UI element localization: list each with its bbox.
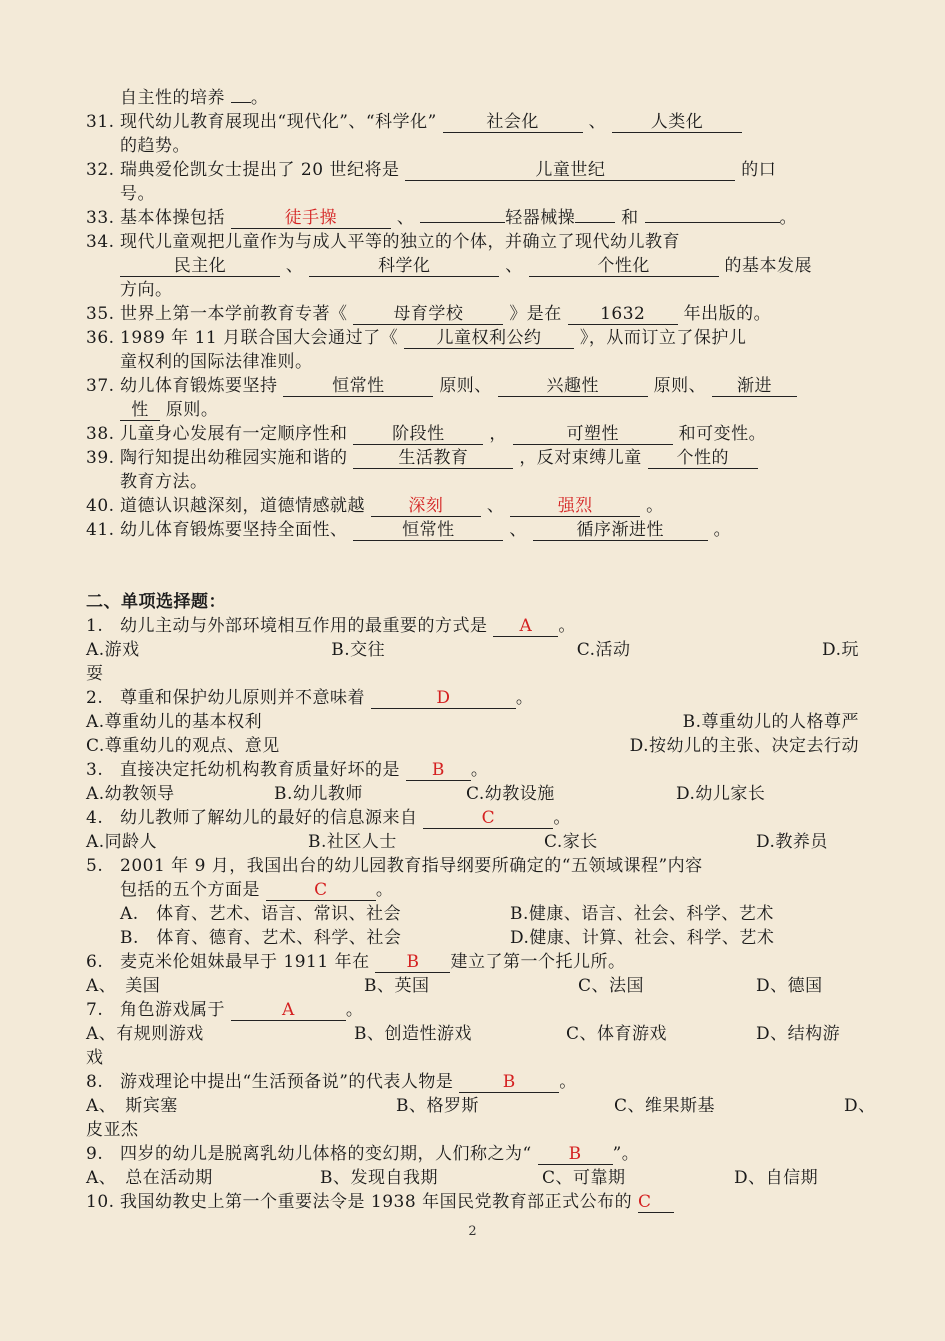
choice-question-4: 4. 幼儿教师了解幼儿的最好的信息源来自 C 。: [86, 808, 571, 828]
options-row: A.游戏 B.交往 C.活动 D.玩: [86, 640, 859, 660]
choice-question-9: 9. 四岁的幼儿是脱离乳幼儿体格的变幻期，人们称之为“ B ”。: [86, 1144, 640, 1164]
choice-question-10: 10. 我国幼教史上第一个重要法令是 1938 年国民党教育部正式公布的 C: [86, 1190, 859, 1214]
document-page: 自主性的培养 。 31. 现代幼儿教育展现出“现代化”、“科学化” 社会化 、 人类化 的趋势。 32. 瑞典爱伦凯女士提出了 20 世纪将是 儿童世纪 的口 号。 33. 基本体操包括 徒手操 、 轻器械操 和 。 34. 现代儿童观把儿童作为与成人平等的独立的个体，并确立了现代幼儿教育 民主化 、 科学化 、 个性化 的基本发展 方向。 35. 世界上第一本学前教育专著《 母育学校 》是在 1632 年出版的。 36. 1989 年 11 月联合国大会通过了《 儿童权利公约 》，从而订立了保护儿 童权利的国际法律准则。 37. 幼儿体育锻炼要坚持 恒常性 原则、 兴趣性 原则、 渐进 性 原则。 38. 儿童身心发展有一定顺序性和 阶段性 ， 可塑性 和可变性。 39. 陶行知提出幼稚园实施和谐的 生活教育 ，反对束缚儿童 个性的 教育方法。 40. 道德认识越深刻，道德情感就越 深刻 、 强烈 。 41. 幼儿体育锻炼要坚持全面性、 恒常性 、 循序渐进性 。 二、单项选择题： 1. 幼儿主动与外部环境相互作用的最重要的方式是 A 。 A.游戏 B.交往 C.活动 D.玩 耍 2. 尊重和保护幼儿原则并不意味着 D 。 A.尊重幼儿的基本权利 B.尊重幼儿的人格尊严 C.尊重幼儿的观点、意见 D.按幼儿的主张、决定去行动 3. 直接决定托幼机构教育质量好坏的是 B 。 A.幼教领导 B.幼儿教师 C.幼教设施 D.幼儿家长 4. 幼儿教师了解幼儿的最好的信息源来自 C 。 A.同龄人 B.社区人士 C.家长 D.教养员 5. 2001 年 9 月，我国出台的幼儿园教育指导纲要所确定的“五领域课程”内容 包括的五个方面是 C 。 A. 体育、艺术、语言、常识、社会 B.健康、语言、社会、科学、艺术 B. 体育、德育、艺术、科学、社会 D.健康、计算、社会、科学、艺术 6. 麦克米伦姐妹最早于 1911 年在 B 建立了第一个托儿所。 A、 美国 B、英国 C、法国 D、德国 7. 角色游戏属于 A 。 A、有规则游戏 B、创造性游戏 C、体育游戏 D、结构游 戏 8. 游戏理论中提出“生活预备说”的代表人物是 B 。 A、 斯宾塞 B、格罗斯 C、维果斯基 D、 皮亚杰 9. 四岁的幼儿是脱离乳幼儿体格的变幻期，人们称之为“ B ”。 A、 总在活动期 B、发现自我期 C、可靠期 D、自信期 10. 我国幼教史上第一个重要法令是 1938 年国民党教育部正式公布的 C 2: [0, 0, 945, 1341]
question-32: 32. 瑞典爱伦凯女士提出了 20 世纪将是 儿童世纪 的口: [86, 160, 777, 180]
question-38: 38. 儿童身心发展有一定顺序性和 阶段性 ， 可塑性 和可变性。: [86, 424, 767, 444]
text-line: 民主化 、 科学化 、 个性化 的基本发展: [120, 254, 859, 278]
text-line: 自主性的培养 。: [120, 88, 269, 108]
text-line: 耍: [86, 664, 104, 684]
question-34: 34. 现代儿童观把儿童作为与成人平等的独立的个体，并确立了现代幼儿教育: [86, 232, 680, 252]
options-row: C.尊重幼儿的观点、意见 D.按幼儿的主张、决定去行动: [86, 736, 859, 756]
text-line: 包括的五个方面是 C 。: [120, 880, 394, 900]
question-31: 31. 现代幼儿教育展现出“现代化”、“科学化” 社会化 、 人类化: [86, 110, 859, 134]
text-line: 教育方法。: [120, 472, 208, 492]
page-number: 2: [468, 1224, 477, 1239]
text-line: 戏: [86, 1048, 104, 1068]
choice-question-7: 7. 角色游戏属于 A 。: [86, 1000, 364, 1020]
section-heading: 二、单项选择题：: [86, 592, 226, 612]
choice-question-3: 3. 直接决定托幼机构教育质量好坏的是 B 。: [86, 760, 489, 780]
question-41: 41. 幼儿体育锻炼要坚持全面性、 恒常性 、 循序渐进性 。: [86, 520, 732, 540]
choice-question-6: 6. 麦克米伦姐妹最早于 1911 年在 B 建立了第一个托儿所。: [86, 952, 626, 972]
question-37: 37. 幼儿体育锻炼要坚持 恒常性 原则、 兴趣性 原则、 渐进: [86, 374, 859, 398]
choice-question-8: 8. 游戏理论中提出“生活预备说”的代表人物是 B 。: [86, 1072, 577, 1092]
options-row: A.尊重幼儿的基本权利 B.尊重幼儿的人格尊严: [86, 712, 859, 732]
question-39: 39. 陶行知提出幼稚园实施和谐的 生活教育 ，反对束缚儿童 个性的: [86, 446, 859, 470]
question-40: 40. 道德认识越深刻，道德情感就越 深刻 、 强烈 。: [86, 496, 664, 516]
text-line: 皮亚杰: [86, 1120, 139, 1140]
choice-question-1: 1. 幼儿主动与外部环境相互作用的最重要的方式是 A 。: [86, 616, 576, 636]
question-33: 33. 基本体操包括 徒手操 、 轻器械操 和 。: [86, 208, 798, 228]
text-line: 童权利的国际法律准则。: [120, 352, 313, 372]
choice-question-5: 5. 2001 年 9 月，我国出台的幼儿园教育指导纲要所确定的“五领域课程”内容: [86, 856, 703, 876]
question-35: 35. 世界上第一本学前教育专著《 母育学校 》是在 1632 年出版的。: [86, 304, 772, 324]
text-line: 的趋势。: [120, 136, 190, 156]
text-line: 方向。: [120, 280, 173, 300]
choice-question-2: 2. 尊重和保护幼儿原则并不意味着 D 。: [86, 688, 534, 708]
question-36: 36. 1989 年 11 月联合国大会通过了《 儿童权利公约 》，从而订立了保护儿: [86, 328, 747, 348]
text-line: 性 原则。: [120, 398, 859, 422]
text-line: 号。: [120, 184, 155, 204]
